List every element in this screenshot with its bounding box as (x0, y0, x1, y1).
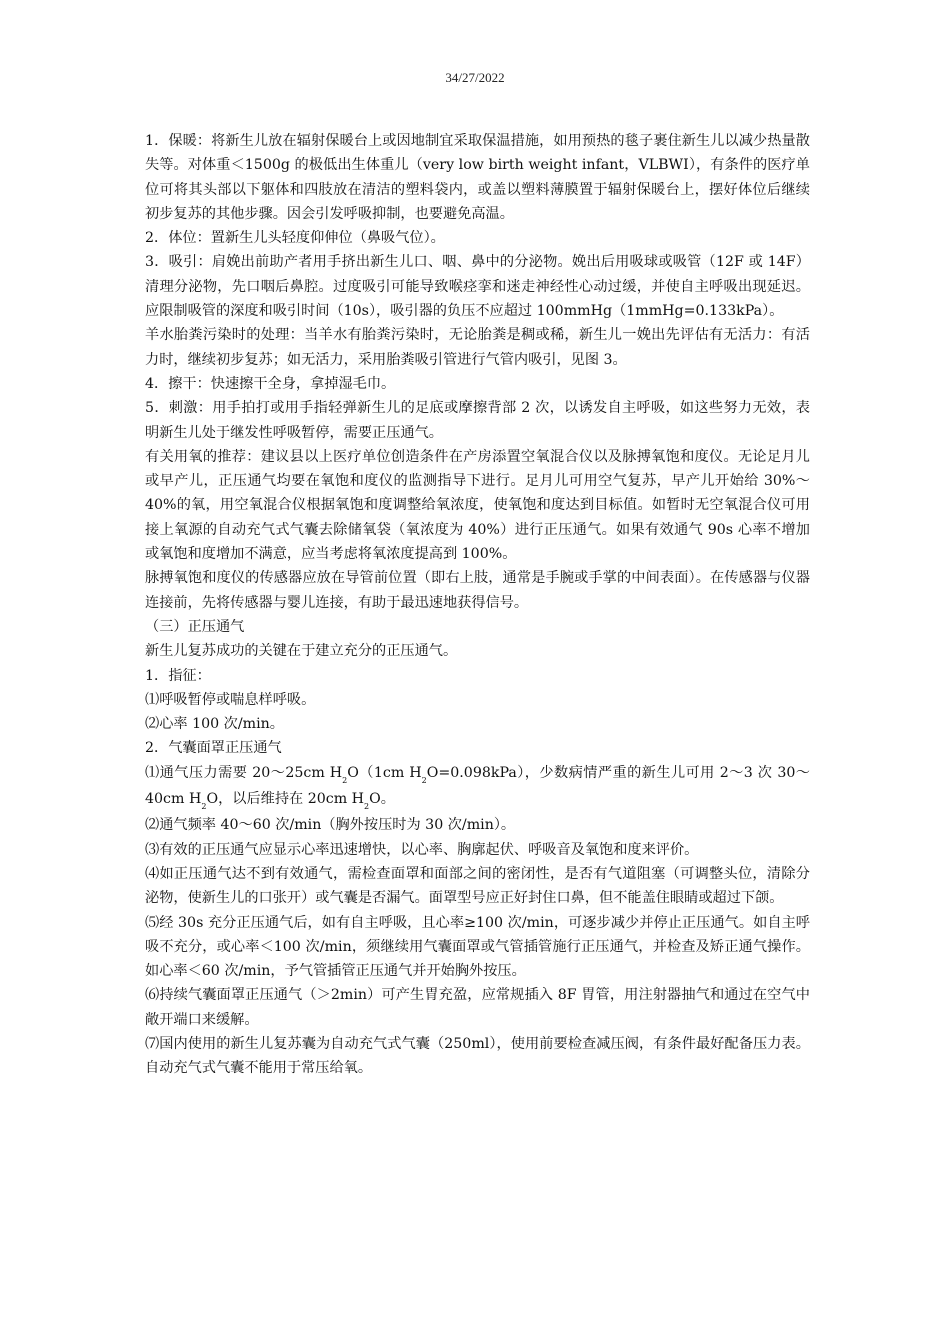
list-item-ineffective: ⑷如正压通气达不到有效通气，需检查面罩和面部之间的密闭性，是否有气道阻塞（可调整头位，清除分泌物，使新生儿的口张开）或气囊是否漏气。面罩型号应正好封住口鼻，但不能盖住眼睛或超过下颌。 (145, 865, 810, 907)
pressure-text-b: O（1cm H (347, 764, 422, 781)
pressure-text-d: O，以后维持在 20cm H (206, 791, 365, 808)
paragraph-meconium: 羊水胎粪污染时的处理：当羊水有胎粪污染时，无论胎粪是稠或稀，新生儿一娩出先评估有无活力：有活力时，继续初步复苏；如无活力，采用胎粪吸引管进行气管内吸引，见图 3。 (145, 327, 810, 368)
list-item-after-30s: ⑸经 30s 充分正压通气后，如有自主呼吸，且心率≥100 次/min，可逐步减少并停止正压通气。如自主呼吸不充分，或心率＜100 次/min，须继续用气囊面罩或气管插管施行正压通气，并检查及矫正通气操作。如心率＜60 次/min，予气管插管正压通气并开始胸外按压。 (145, 914, 810, 980)
subscript-2: 2 (342, 775, 348, 785)
list-item-effective: ⑶有效的正压通气应显示心率迅速增快，以心率、胸廓起伏、呼吸音及氧饱和度来评价。 (145, 841, 699, 858)
section-heading-ppv: （三）正压通气 (145, 618, 245, 635)
list-item-frequency: ⑵通气频率 40～60 次/min（胸外按压时为 30 次/min）。 (145, 817, 516, 834)
paragraph-stimulation: 5．刺激：用手拍打或用手指轻弹新生儿的足底或摩擦背部 2 次，以诱发自主呼吸，如这些努力无效，表明新生儿处于继发性呼吸暂停，需要正压通气。 (145, 400, 810, 441)
document-body (145, 129, 810, 1081)
page-header-date: 34/27/2022 (445, 70, 505, 85)
subscript-2: 2 (201, 802, 207, 812)
list-item-heart-rate: ⑵心率 100 次/min。 (145, 716, 284, 733)
list-item-gastric: ⑹持续气囊面罩正压通气（＞2min）可产生胃充盈，应常规插入 8F 胃管，用注射器抽气和通过在空气中敞开端口来缓解。 (145, 987, 810, 1028)
paragraph-warming: 1．保暖：将新生儿放在辐射保暖台上或因地制宜采取保温措施，如用预热的毯子裹住新生儿以减少热量散失等。对体重＜1500g 的极低出生体重儿（very low birth weight infant，VLBWI），有条件的医疗单位可将其头部以下躯体和四肢放在清洁的塑料袋内，或盖以塑料薄膜置于辐射保暖台上，摆好体位后继续初步复苏的其他步骤。因会引发呼吸抑制，也要避免高温。 (145, 133, 810, 222)
paragraph-position: 2．体位：置新生儿头轻度仰伸位（鼻吸气位）。 (145, 230, 445, 247)
paragraph-suction: 3．吸引：肩娩出前助产者用手挤出新生儿口、咽、鼻中的分泌物。娩出后用吸球或吸管（12F 或 14F）清理分泌物，先口咽后鼻腔。过度吸引可能导致喉痉挛和迷走神经性心动过缓，并使自主呼吸出现延迟。应限制吸管的深度和吸引时间（10s），吸引器的负压不应超过 100mmHg（1mmHg=0.133kPa）。 (145, 254, 810, 320)
pressure-text-c: O=0.098kPa），少数病情严重的新生儿可用 2～3 次 30～40cm H (145, 764, 810, 808)
list-item-pressure (145, 761, 810, 814)
paragraph-drying: 4．擦干：快速擦干全身，拿掉湿毛巾。 (145, 375, 396, 392)
pressure-text-a: ⑴通气压力需要 20～25cm H (145, 764, 343, 781)
list-item-bag: ⑺国内使用的新生儿复苏囊为自动充气式气囊（250ml），使用前要检查减压阀，有条件最好配备压力表。自动充气式气囊不能用于常压给氧。 (145, 1035, 810, 1077)
list-item-apnea: ⑴呼吸暂停或喘息样呼吸。 (145, 691, 316, 708)
subscript-2: 2 (364, 802, 370, 812)
paragraph-indications: 1．指征： (145, 667, 211, 684)
paragraph-oximeter: 脉搏氧饱和度仪的传感器应放在导管前位置（即右上肢，通常是手腕或手掌的中间表面）。在传感器与仪器连接前，先将传感器与婴儿连接，有助于最迅速地获得信号。 (145, 570, 810, 611)
paragraph-oxygen: 有关用氧的推荐：建议县以上医疗单位创造条件在产房添置空氧混合仪以及脉搏氧饱和度仪。无论足月儿或早产儿，正压通气均要在氧饱和度仪的监测指导下进行。足月儿可用空气复苏，早产儿开始给 30%～40%的氧，用空氧混合仪根据氧饱和度调整给氧浓度，使氧饱和度达到目标值。如暂时无空氧混合仪可用接上氧源的自动充气式气囊去除储氧袋（氧浓度为 40%）进行正压通气。如果有效通气 90s 心率不增加或氧饱和度增加不满意，应当考虑将氧浓度提高到 100%。 (145, 448, 810, 563)
pressure-text-e: O。 (369, 791, 395, 808)
paragraph-bag-mask: 2．气囊面罩正压通气 (145, 740, 282, 757)
subscript-2: 2 (421, 775, 427, 785)
paragraph-ppv-key: 新生儿复苏成功的关键在于建立充分的正压通气。 (145, 643, 458, 660)
